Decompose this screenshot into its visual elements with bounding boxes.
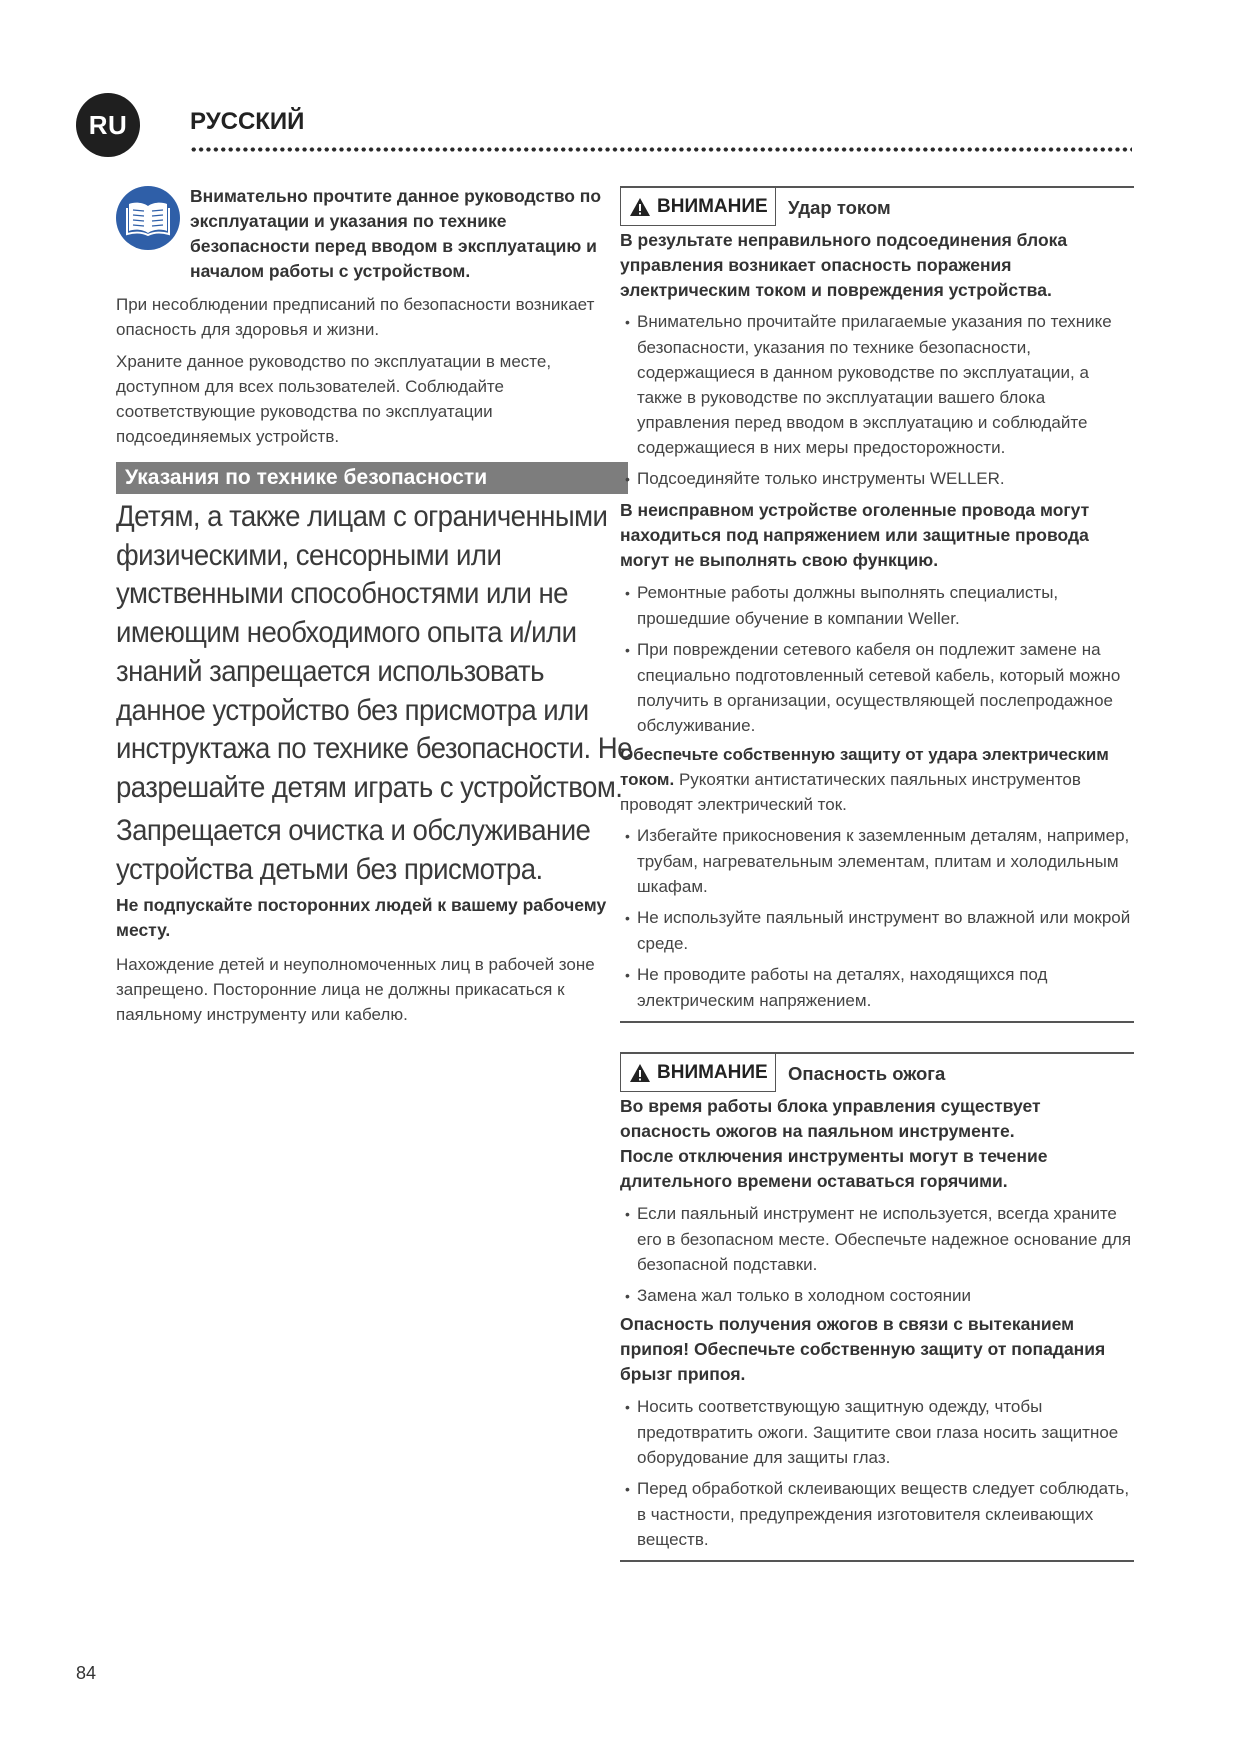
bullet-item: • Ремонтные работы должны выполнять специалисты, прошедшие обучение в компании Weller. [620,580,1134,631]
large-line: инструктажа по технике безопасности. Не [116,732,632,766]
large-line: Детям, а также лицам с ограниченными [116,500,608,533]
warning-inline-text: Рукоятки антистатических паяльных инструментов проводят электрический ток. [620,770,1081,814]
large-line: физическими, сенсорными или [116,538,502,572]
bullet-item: • Избегайте прикосновения к заземленным деталям, например, трубам, нагревательным элементам, плитам и холодильным шкафам. [620,823,1134,899]
warning-header [620,1054,1134,1092]
dotted-divider [190,147,1132,152]
warning-tag-label: ВНИМАНИЕ [657,195,768,217]
large-line: знаний запрещается использовать [116,654,544,688]
intro-paragraph-1: При несоблюдении предписаний по безопасности возникает опасность для здоровья и жизни. [116,295,595,339]
bullet-item: • При повреждении сетевого кабеля он подлежит замене на специально подготовленный сетевой кабель, который можно получить в организации, осуществляющей послепродажное обслуживание. [620,637,1134,738]
workplace-paragraph: Нахождение детей и неуполномоченных лиц в рабочей зоне запрещено. Посторонние лица не должны прикасаться к паяльному инструменту или кабелю. [116,955,595,1024]
intro-bold-text: Внимательно прочтите данное руководство по эксплуатации и указания по технике безопасности перед вводом в эксплуатацию и началом работы с устройством. [190,186,602,281]
large-line: имеющим необходимого опыта и/или [116,616,577,650]
large-safety-text-2 [116,812,613,889]
large-line: данное устройство без присмотра или [116,693,589,727]
bullet-item: • Внимательно прочитайте прилагаемые указания по технике безопасности, указания по технике безопасности, содержащиеся в данном руководстве по эксплуатации, а также в руководстве по эксплуатации вашего блока управления перед вводом в эксплуатацию и соблюдайте содержащиеся в них меры предосторожности. [620,309,1134,460]
warning-bold-inline: Обеспечьте собственную защиту от удара электрическим током. [620,745,1109,789]
bullet-item: • Перед обработкой склеивающих веществ следует соблюдать, в частности, предупреждения изготовителя склеивающих веществ. [620,1476,1134,1552]
warning-triangle-icon [629,197,651,217]
bullet-item: • Если паяльный инструмент не используется, всегда храните его в безопасном месте. Обеспечьте надежное основание для безопасной подставки. [620,1201,1134,1277]
language-code: RU [88,109,128,140]
bullet-item: • Замена жал только в холодном состоянии [620,1283,1134,1309]
warning-subject: Опасность ожога [788,1063,946,1084]
manual-book-icon [116,186,180,250]
warning-bold-text: В результате неправильного подсоединения блока управления возникает опасность поражения электрическим током и повреждения устройства. [620,230,1068,300]
warning-tag [620,1054,776,1092]
language-title: РУССКИЙ [190,108,305,135]
workplace-bold-text: Не подпускайте посторонних людей к вашему рабочему месту. [116,895,607,940]
warning-header [620,188,1134,226]
warning-triangle-icon [629,1063,651,1083]
bullet-item: • Не используйте паяльный инструмент во влажной или мокрой среде. [620,905,1134,956]
warning-electric-shock [620,186,1134,1023]
bullet-item: • Не проводите работы на деталях, находящихся под электрическим напряжением. [620,962,1134,1013]
section-heading: Указания по технике безопасности [116,462,628,494]
large-line: разрешайте детям играть с устройством. [116,770,623,804]
bullet-item: • Подсоединяйте только инструменты WELLER. [620,466,1134,492]
bullet-item: • Носить соответствующую защитную одежду, чтобы предотвратить ожоги. Защитите свои глаза носить защитное оборудование для защиты глаз. [620,1394,1134,1470]
language-badge [76,93,140,157]
warning-burn [620,1052,1134,1562]
large-line: Запрещается очистка и обслуживание [116,814,591,847]
warning-mixed-text [620,742,1134,817]
warning-bold-text: Во время работы блока управления существует опасность ожогов на паяльном инструменте. [620,1096,1041,1141]
warning-bold-text: Опасность получения ожогов в связи с вытеканием припоя! Обеспечьте собственную защиту от попадания брызг припоя. [620,1314,1106,1384]
large-line: устройства детьми без присмотра. [116,852,543,886]
warning-subject: Удар током [788,197,891,218]
page-number: 84 [76,1663,97,1683]
warning-tag [620,188,776,226]
large-line: умственными способностями или не [116,577,568,611]
intro-paragraph-2: Храните данное руководство по эксплуатации в месте, доступном для всех пользователей. Соблюдайте соответствующие руководства по эксплуатации подсоединяемых устройств. [116,352,552,446]
warning-bold-text: В неисправном устройстве оголенные провода могут находиться под напряжением или защитные провода могут не выполнять свою функцию. [620,500,1090,570]
large-safety-text [116,498,632,808]
warning-bold-text: После отключения инструменты могут в течение длительного времени оставаться горячими. [620,1146,1048,1191]
warning-tag-label: ВНИМАНИЕ [657,1061,768,1083]
